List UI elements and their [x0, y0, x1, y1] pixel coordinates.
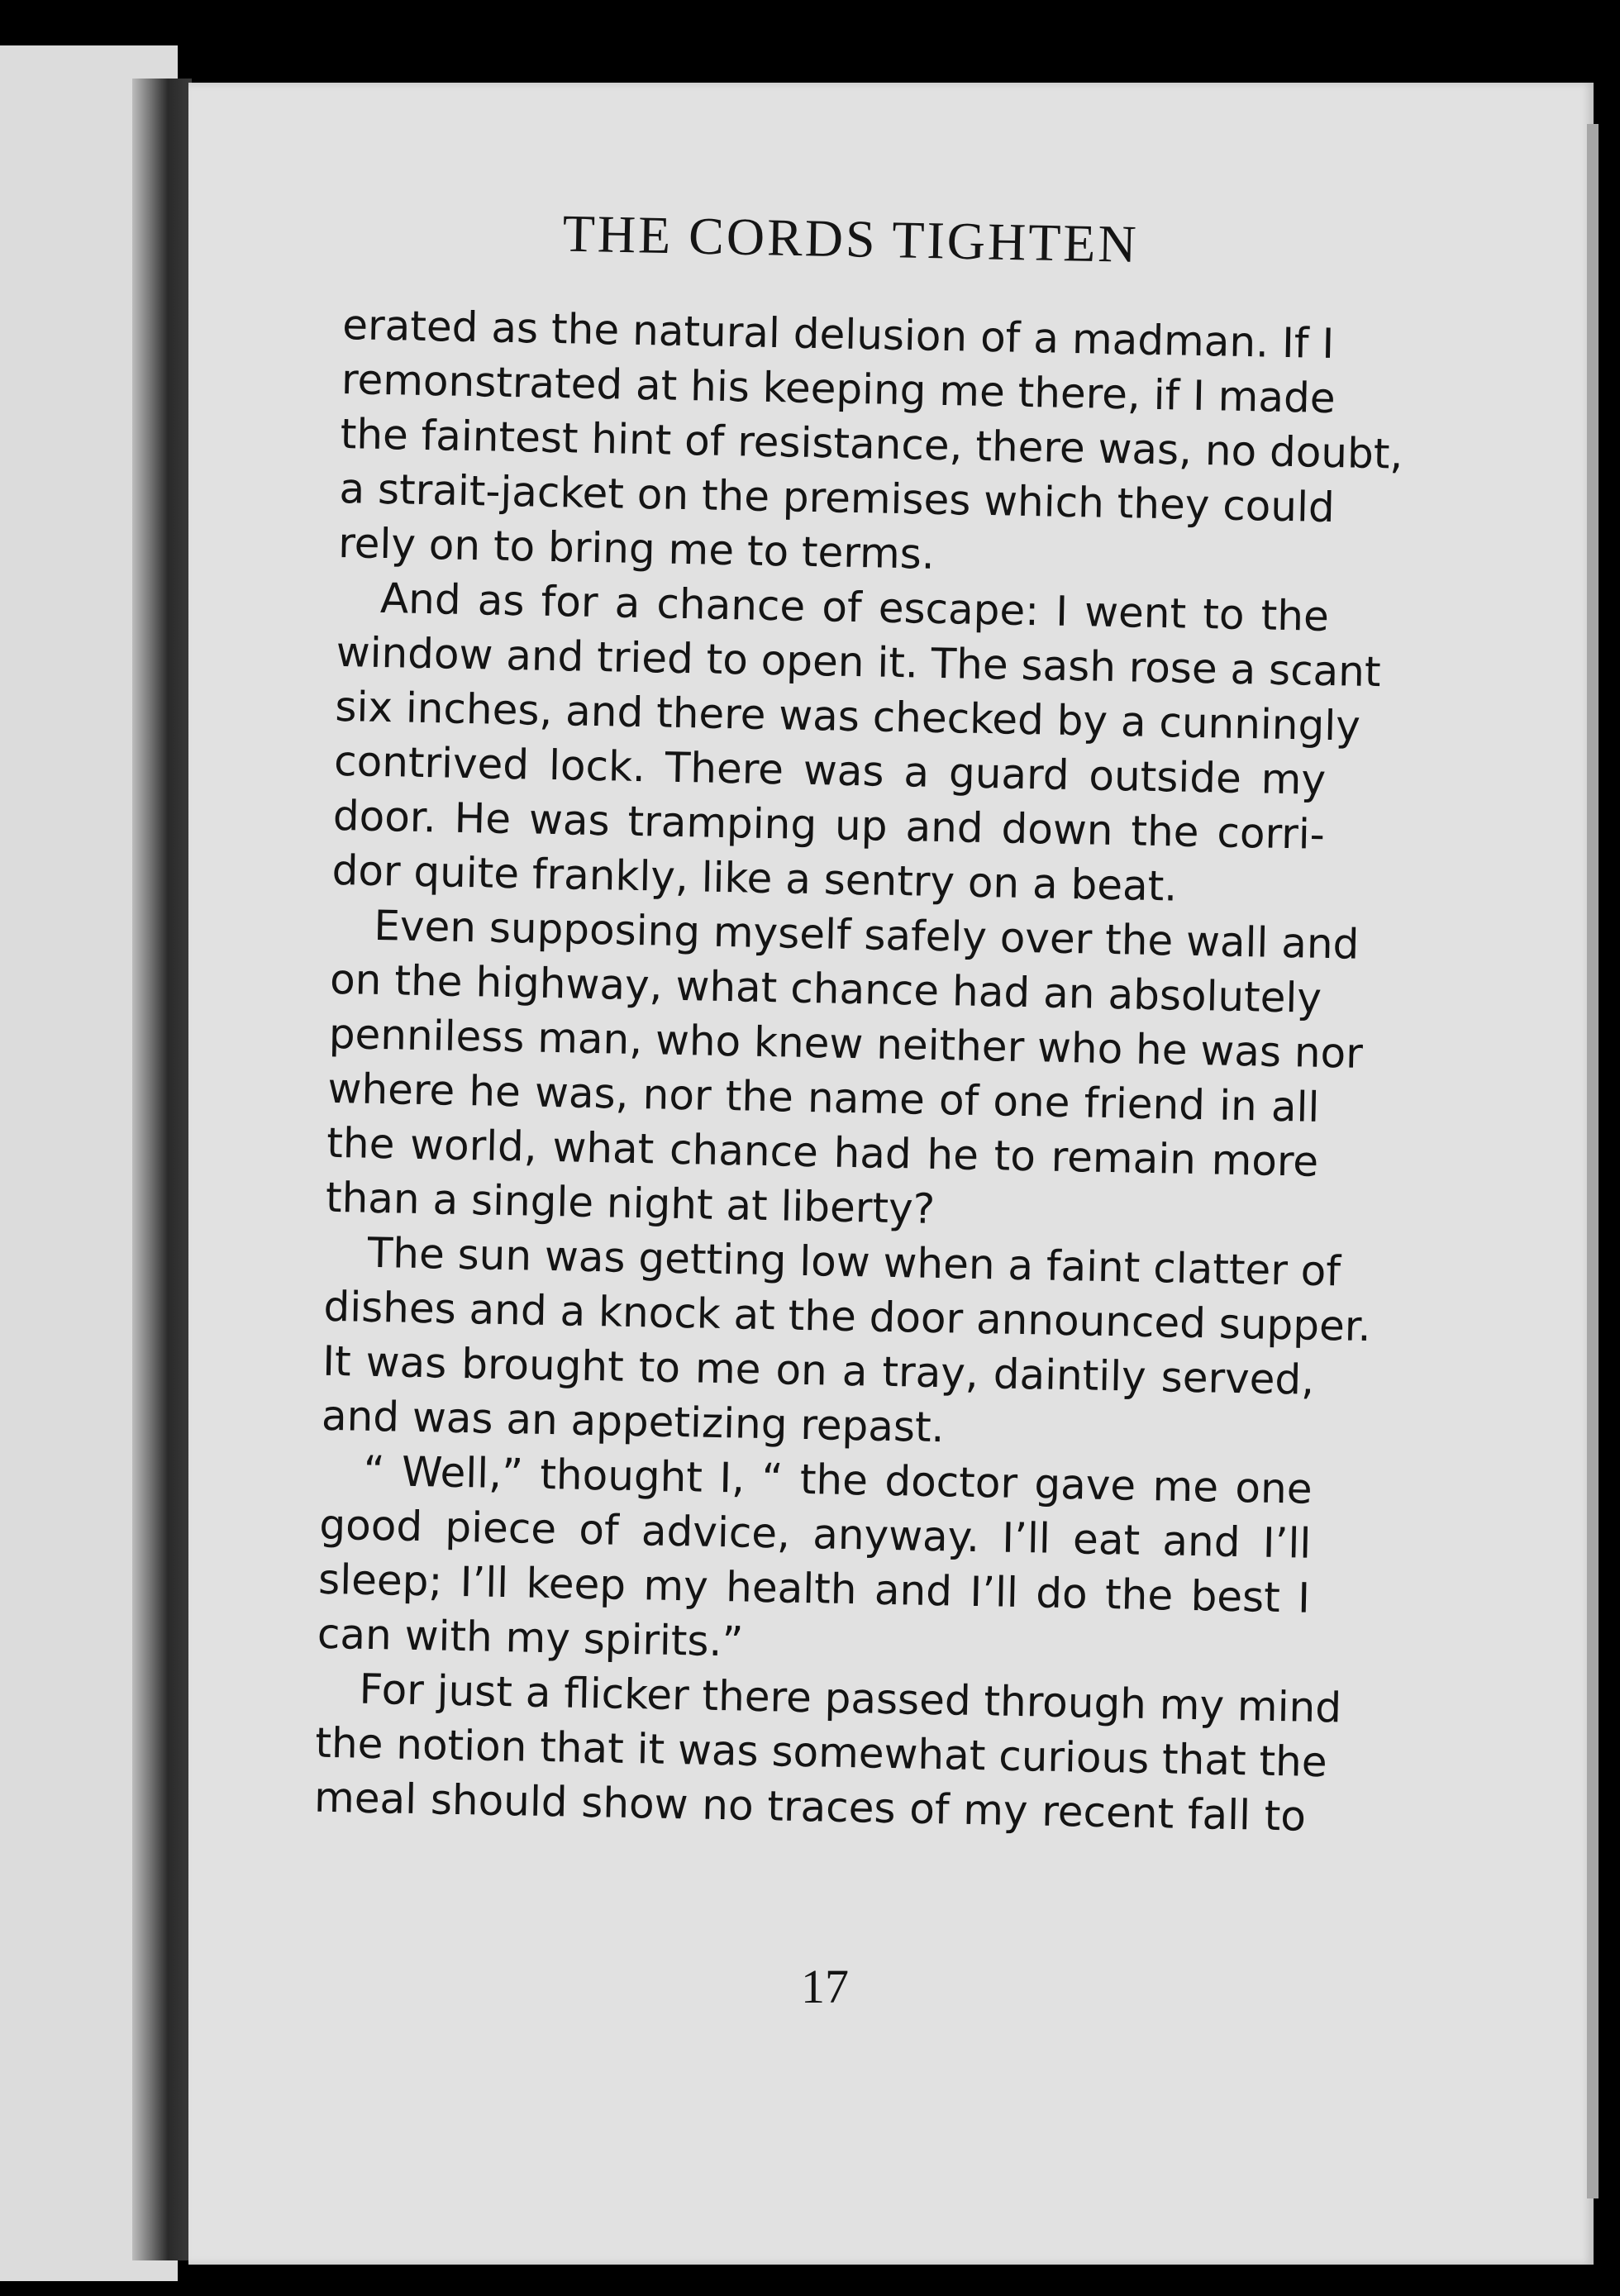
body-text — [313, 298, 1403, 1844]
text-line: rely on to bring me to terms. — [337, 518, 936, 579]
text-line: and was an appetizing repast. — [321, 1391, 946, 1452]
page-number: 17 — [801, 1960, 849, 2013]
text-line: erated as the natural delusion of a madman. If I — [341, 300, 1335, 369]
text-line: where he was, nor the name of one friend in all — [327, 1064, 1320, 1131]
text-line: the notion that it was somewhat curious that the — [314, 1718, 1328, 1787]
text-line: meal should show no traces of my recent fall to — [313, 1773, 1307, 1841]
page-edge-shadow — [1587, 124, 1599, 2198]
text-line: And as for a chance of escape: I went to the — [379, 574, 1330, 641]
text-line: the world, what chance had he to remain more — [326, 1118, 1319, 1186]
text-line: dishes and a knock at the door announced supper. — [323, 1282, 1372, 1351]
text-line: For just a flicker there passed through my mind — [359, 1665, 1342, 1732]
text-line: penniless man, who knew neither who he was nor — [328, 1009, 1364, 1078]
text-line: It was brought to me on a tray, daintily served, — [322, 1336, 1315, 1404]
text-line: sleep; I’ll keep my health and I’ll do the best I — [317, 1555, 1311, 1622]
book-gutter — [132, 79, 192, 2260]
text-line: six inches, and there was checked by a cunningly — [334, 682, 1361, 750]
text-line: remonstrated at his keeping me there, if I made — [341, 355, 1336, 423]
text-line: The sun was getting low when a faint clatter of — [367, 1228, 1341, 1296]
text-line: contrived lock. There was a guard outside my — [333, 736, 1327, 804]
text-line: can with my spirits.” — [317, 1609, 744, 1666]
text-line: window and tried to open it. The sash rose a scant — [336, 627, 1382, 697]
text-line: a strait-jacket on the premises which they could — [339, 464, 1336, 532]
text-line: dor quite frankly, like a sentry on a beat. — [331, 846, 1178, 911]
running-head: THE CORDS TIGHTEN — [562, 203, 1140, 274]
text-line: door. He was tramping up and down the corri- — [332, 791, 1326, 859]
text-line: “ Well,” thought I, “ the doctor gave me one — [363, 1446, 1313, 1513]
text-line: good piece of advice, anyway. I’ll eat and I’ll — [318, 1500, 1312, 1568]
text-line: the faintest hint of resistance, there was, no doubt, — [340, 409, 1403, 479]
text-line: than a single night at liberty? — [325, 1173, 936, 1233]
text-line: Even supposing myself safely over the wall and — [373, 901, 1360, 969]
text-line: on the highway, what chance had an absolutely — [329, 955, 1322, 1022]
